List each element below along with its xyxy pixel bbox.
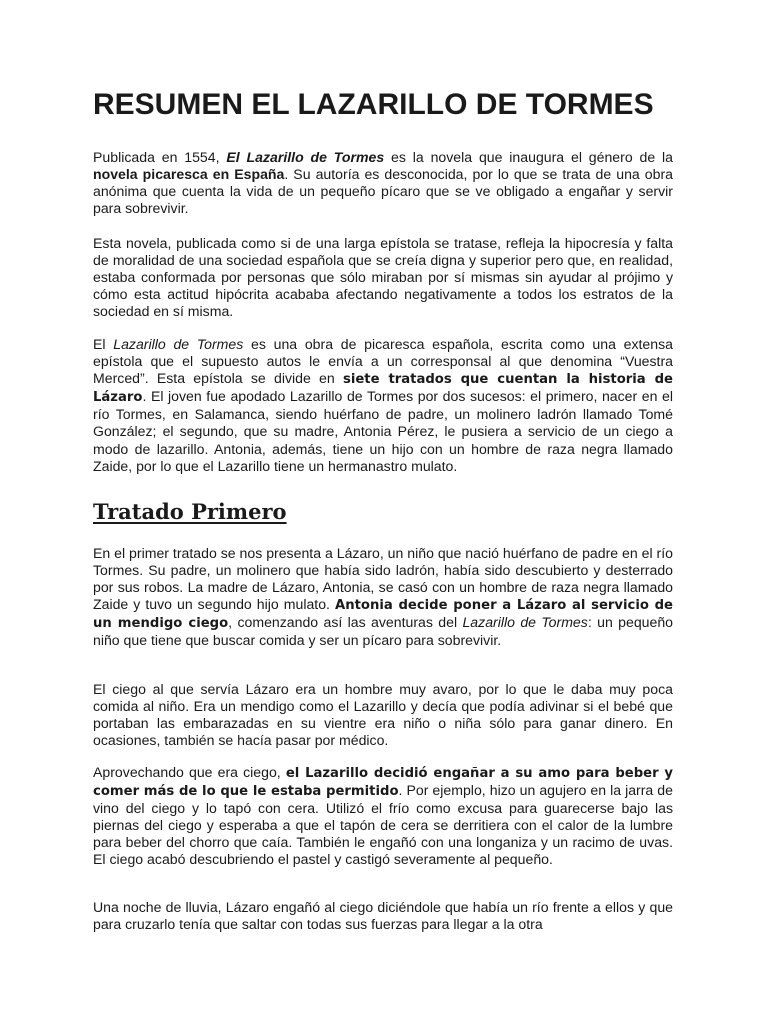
paragraph-noche-lluvia: Una noche de lluvia, Lázaro engañó al ciego diciéndole que había un río frente a ellos y que para cruzarlo tenía que saltar con todas sus fuerzas para llegar a la otra xyxy=(93,899,673,933)
book-title-italic: Lazarillo de Tormes xyxy=(113,336,244,352)
book-title-italic: Lazarillo de Tormes xyxy=(462,614,588,631)
section-heading: Tratado Primero xyxy=(93,499,287,524)
text-run: El xyxy=(93,336,114,352)
text-run: . Su autoría es desconocida, por lo que se trata de una obra anónima que cuenta la vida de un pequeño pícaro que se ve obligado a engañar y servir para sobrevivir. xyxy=(93,166,673,217)
paragraph-engano xyxy=(93,764,673,869)
text-run: , comenzando así las aventuras del xyxy=(228,614,463,631)
document-title: RESUMEN EL LAZARILLO DE TORMES xyxy=(93,88,654,121)
text-run: En el primer tratado se nos presenta a Lázaro, un niño que nació huérfano de padre en el río Tormes. Su padre, un molinero que había sido ladrón, había sido descubierto y desterrado por sus robos. La madre de Lázaro, Antonia, se casó con un hombre de raza negra llamado Zaide y tuvo un segundo hijo mulato. xyxy=(93,545,673,613)
text-run: Publicada en 1554, xyxy=(93,149,227,165)
text-run: es una obra de picaresca española, escrita como una extensa epístola que el supuesto autos le envía a un corresponsal al que denomina “Vuestra Merced”. Esta epístola se divide en xyxy=(93,336,673,387)
paragraph-intro xyxy=(93,149,673,217)
text-run: . Por ejemplo, hizo un agujero en la jarra de vino del ciego y lo tapó con cera. Utilizó el frío como excusa para guarecerse bajo las piernas del ciego y esperaba a que el tapón de cera se derritiera con el calor de la lumbre para beber del chorro que caía. También le engañó con una longaniza y un racimo de uvas. El ciego acabó descubriendo el pastel y castigó severamente al pequeño. xyxy=(93,782,673,868)
bold-phrase: el Lazarillo decidió engañar a su amo para beber y comer más de lo que le estaba permitido xyxy=(93,766,673,800)
paragraph-epistola: Esta novela, publicada como si de una larga epístola se tratase, refleja la hipocresía y falta de moralidad de una sociedad española que se creía digna y superior pero que, en realidad, estaba conformada por personas que sólo miraban por sí mismas sin ayudar al prójimo y cómo esta actitud hipócrita acababa afectando negativamente a todos los estratos de la sociedad en sí misma. xyxy=(93,235,673,320)
text-run: es la novela que inaugura el género de la xyxy=(384,149,673,165)
paragraph-tratado-primero xyxy=(93,545,673,650)
bold-phrase: novela picaresca en España xyxy=(93,166,285,183)
paragraph-tratados xyxy=(93,336,673,475)
paragraph-ciego-avaro: El ciego al que servía Lázaro era un hombre muy avaro, por lo que le daba muy poca comida al niño. Era un mendigo como el Lazarillo y decía que podía adivinar si el bebé que portaban las embarazadas en su vientre era niño o niña sólo para ganar dinero. En ocasiones, también se hacía pasar por médico. xyxy=(93,681,673,749)
text-run: Aprovechando que era ciego, xyxy=(93,764,286,780)
text-run: . El joven fue apodado Lazarillo de Tormes por dos sucesos: el primero, nacer en el río Tormes, en Salamanca, siendo huérfano de padre, un molinero ladrón llamado Tomé González; el segundo, que su madre, Antonia Pérez, le pusiera a servicio de un ciego a modo de lazarillo. Antonia, además, tiene un hijo con un hombre de raza negra llamado Zaide, por lo que el Lazarillo tiene un hermanastro mulato. xyxy=(93,388,673,474)
text-run: : un pequeño niño que tiene que buscar comida y ser un pícaro para sobrevivir. xyxy=(93,614,674,649)
book-title-emphasis: El Lazarillo de Tormes xyxy=(226,149,385,165)
bold-phrase: siete tratados que cuentan la historia de Lázaro xyxy=(93,372,673,406)
bold-phrase: Antonia decide poner a Lázaro al servicio de un mendigo ciego xyxy=(93,598,673,632)
